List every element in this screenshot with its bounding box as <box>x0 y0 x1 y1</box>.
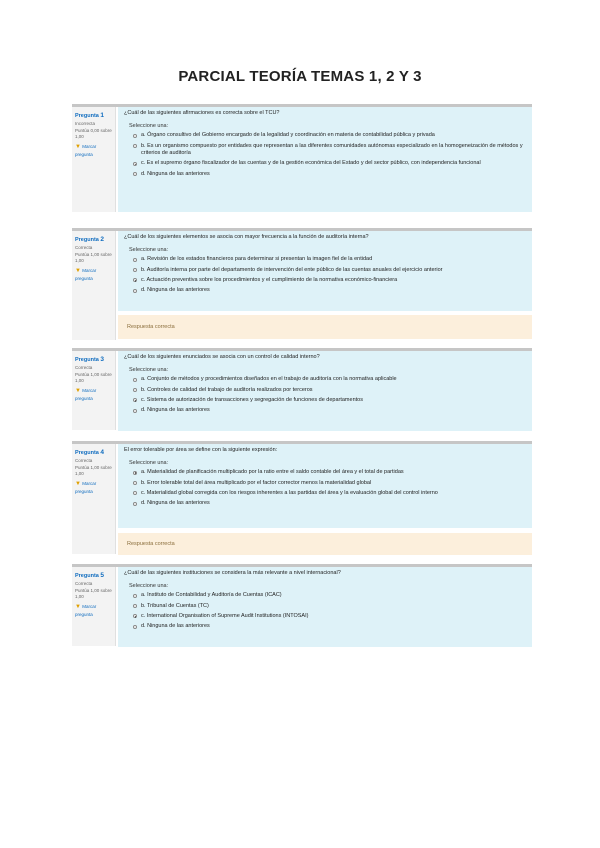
answer-option[interactable]: b. Tribunal de Cuentas (TC) <box>133 602 526 612</box>
question-mark: Puntúa 1,00 sobre 1,00 <box>75 587 112 600</box>
radio-button-selected[interactable] <box>133 278 137 282</box>
question-block <box>72 348 532 430</box>
question-text: ¿Cuál de las siguientes afirmaciones es correcta sobre el TCU? <box>124 110 280 116</box>
question-content <box>118 351 532 431</box>
question-block <box>72 564 532 646</box>
question-mark: Puntúa 1,00 sobre 1,00 <box>75 464 112 477</box>
flag-question-button[interactable]: ▼ Marcar pregunta <box>75 604 97 617</box>
question-content <box>118 231 532 311</box>
radio-button-selected[interactable] <box>133 471 137 475</box>
question-info <box>72 444 116 554</box>
answer-option[interactable]: c. Materialidad global corregida con los riesgos inherentes a las partidas del área y la evaluación global del control interno <box>133 489 526 499</box>
answer-option[interactable]: a. Revisión de los estados financieros para determinar si presentan la imagen fiel de la entidad <box>133 255 526 265</box>
radio-button-selected[interactable] <box>133 398 137 402</box>
select-label: Seleccione una: <box>129 247 169 254</box>
page-title: PARCIAL TEORÍA TEMAS 1, 2 Y 3 <box>178 68 422 85</box>
radio-button[interactable] <box>133 172 137 176</box>
feedback-correct: Respuesta correcta <box>118 315 532 339</box>
answer-option[interactable]: a. Instituto de Contabilidad y Auditoría de Cuentas (ICAC) <box>133 591 526 601</box>
answer-option[interactable]: d. Ninguna de las anteriores <box>133 499 526 509</box>
question-status: Correcta <box>75 580 93 586</box>
feedback-correct: Respuesta correcta <box>118 533 532 555</box>
flag-question-button[interactable]: ▼ Marcar pregunta <box>75 268 97 281</box>
question-text: ¿Cuál de los siguientes enunciados se asocia con un control de calidad interno? <box>124 354 320 360</box>
question-status: Incorrecta <box>75 120 96 126</box>
select-label: Seleccione una: <box>129 583 169 590</box>
flag-icon: ▼ <box>75 481 81 487</box>
radio-button[interactable] <box>133 481 137 485</box>
question-status: Correcta <box>75 457 93 463</box>
radio-button[interactable] <box>133 604 137 608</box>
radio-button[interactable] <box>133 268 137 272</box>
question-number: Pregunta 2 <box>75 236 104 243</box>
question-status: Correcta <box>75 364 93 370</box>
flag-icon: ▼ <box>75 388 81 394</box>
question-status: Correcta <box>75 244 93 250</box>
answer-option[interactable]: c. Actuación preventiva sobre los procedimientos y el cumplimiento de la normativa económico-financiera <box>133 276 526 286</box>
radio-button[interactable] <box>133 134 137 138</box>
question-text: El error tolerable por área se define con la siguiente expresión: <box>124 447 278 453</box>
answer-option[interactable]: c. International Organisation of Supreme Audit Institutions (INTOSAI) <box>133 612 526 622</box>
question-text: ¿Cuál de los siguientes elementos se asocia con mayor frecuencia a la función de auditoría interna? <box>124 234 369 240</box>
answer-option[interactable]: b. Controles de calidad del trabajo de auditoría realizados por terceros <box>133 386 526 396</box>
flag-question-button[interactable]: ▼ Marcar pregunta <box>75 144 97 157</box>
question-info <box>72 107 116 212</box>
answer-option[interactable]: b. Es un organismo compuesto por entidades que representan a las diferentes comunidades autónomas especializado en la homogeneización de métodos y criterios de auditoría <box>133 142 526 160</box>
answer-option[interactable]: d. Ninguna de las anteriores <box>133 170 526 180</box>
question-mark: Puntúa 1,00 sobre 1,00 <box>75 371 112 384</box>
radio-button[interactable] <box>133 258 137 262</box>
select-label: Seleccione una: <box>129 367 169 374</box>
question-block <box>72 104 532 212</box>
question-mark: Puntúa 0,00 sobre 1,00 <box>75 127 112 140</box>
question-block <box>72 441 532 554</box>
answer-option[interactable]: d. Ninguna de las anteriores <box>133 406 526 416</box>
radio-button[interactable] <box>133 502 137 506</box>
answer-option[interactable]: d. Ninguna de las anteriores <box>133 286 526 296</box>
question-content <box>118 444 532 528</box>
radio-button-selected[interactable] <box>133 162 137 166</box>
select-label: Seleccione una: <box>129 123 169 130</box>
answer-option[interactable]: a. Conjunto de métodos y procedimientos diseñados en el trabajo de auditoría con la normativa aplicable <box>133 375 526 385</box>
radio-button[interactable] <box>133 491 137 495</box>
answer-option[interactable]: d. Ninguna de las anteriores <box>133 622 526 632</box>
answer-option[interactable]: b. Auditoría interna por parte del departamento de intervención del ente público de las cuentas anuales del ejercicio anterior <box>133 266 526 276</box>
answer-option[interactable]: c. Sistema de autorización de transacciones y segregación de funciones de departamentos <box>133 396 526 406</box>
question-text: ¿Cuál de las siguientes instituciones se considera la más relevante a nivel internacional? <box>124 570 341 576</box>
question-info <box>72 351 116 430</box>
select-label: Seleccione una: <box>129 460 169 467</box>
flag-icon: ▼ <box>75 604 81 610</box>
radio-button[interactable] <box>133 625 137 629</box>
flag-icon: ▼ <box>75 144 81 150</box>
flag-icon: ▼ <box>75 268 81 274</box>
radio-button[interactable] <box>133 594 137 598</box>
flag-question-button[interactable]: ▼ Marcar pregunta <box>75 388 97 401</box>
question-mark: Puntúa 1,00 sobre 1,00 <box>75 251 112 264</box>
answer-option[interactable]: c. Es el supremo órgano fiscalizador de las cuentas y de la gestión económica del Estado y del sector público, con independencia funcional <box>133 159 526 169</box>
radio-button[interactable] <box>133 388 137 392</box>
question-info <box>72 231 116 340</box>
answer-option[interactable]: a. Materialidad de planificación multiplicado por la ratio entre el saldo contable del área y el total de partidas <box>133 468 526 478</box>
flag-question-button[interactable]: ▼ Marcar pregunta <box>75 481 97 494</box>
question-content <box>118 107 532 212</box>
radio-button[interactable] <box>133 144 137 148</box>
radio-button[interactable] <box>133 409 137 413</box>
radio-button[interactable] <box>133 378 137 382</box>
question-number: Pregunta 4 <box>75 449 104 456</box>
radio-button[interactable] <box>133 289 137 293</box>
radio-button-selected[interactable] <box>133 614 137 618</box>
question-number: Pregunta 3 <box>75 356 104 363</box>
question-info <box>72 567 116 646</box>
question-number: Pregunta 1 <box>75 112 104 119</box>
question-block <box>72 228 532 340</box>
question-content <box>118 567 532 647</box>
question-number: Pregunta 5 <box>75 572 104 579</box>
answer-option[interactable]: b. Error tolerable total del área multiplicado por el factor corrector menos la materialidad global <box>133 479 526 489</box>
answer-option[interactable]: a. Órgano consultivo del Gobierno encargado de la legalidad y coordinación en materia de contabilidad pública y privada <box>133 131 526 141</box>
